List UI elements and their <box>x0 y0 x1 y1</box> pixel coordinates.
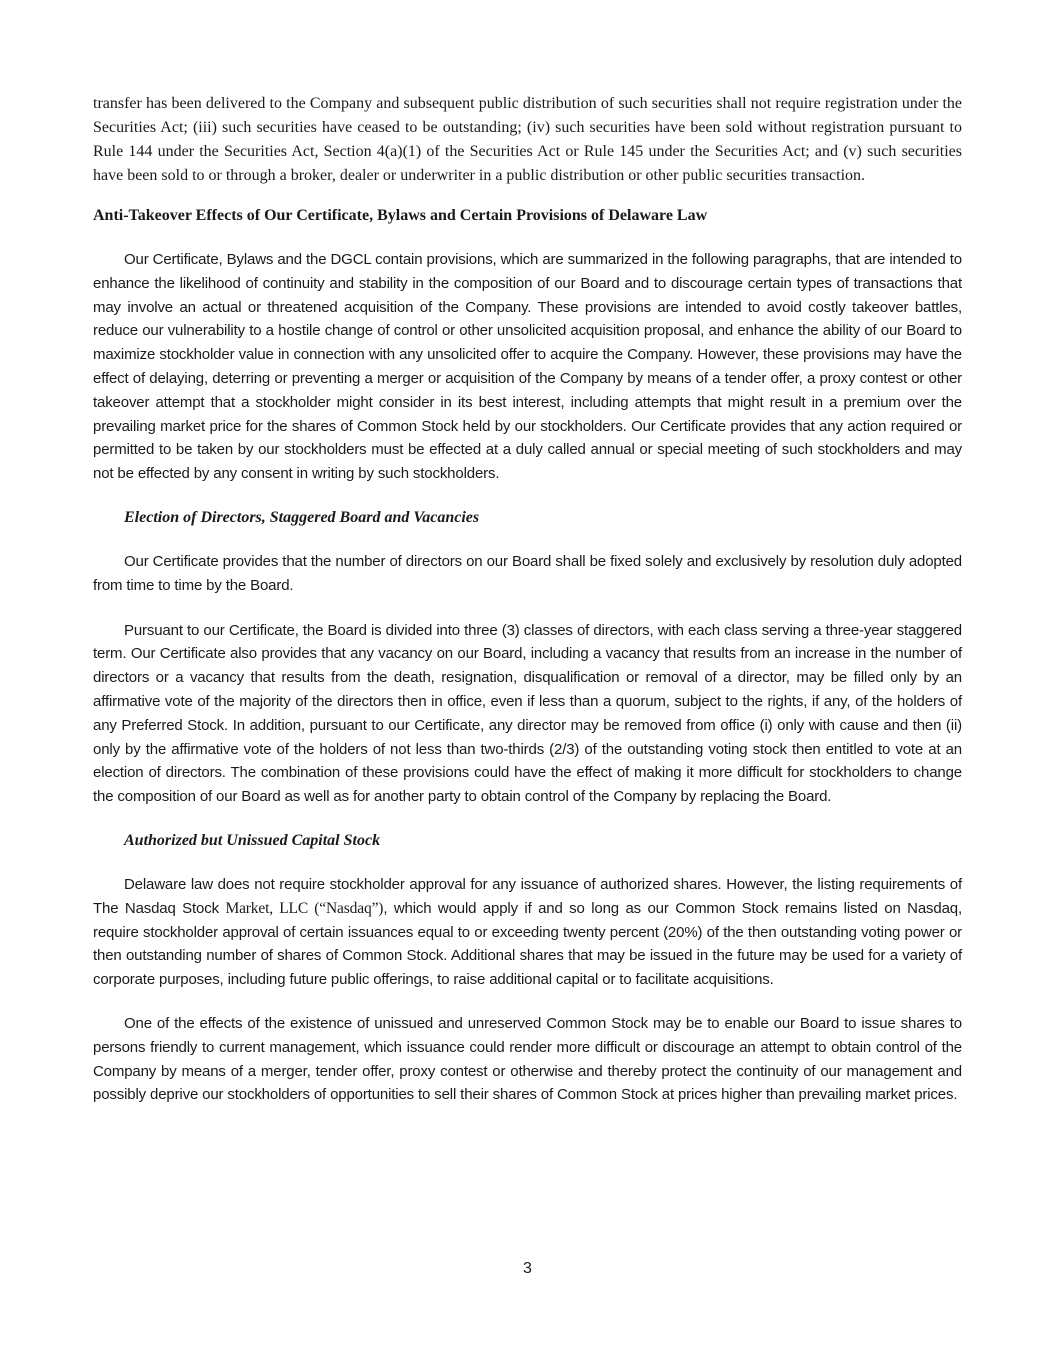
page-number: 3 <box>523 1260 532 1277</box>
document-page <box>93 92 962 1107</box>
nasdaq-name: Market, LLC (“Nasdaq”) <box>225 899 384 917</box>
authorized-heading: Authorized but Unissued Capital Stock <box>124 831 381 849</box>
anti-takeover-paragraph: Our Certificate, Bylaws and the DGCL contain provisions, which are summarized in the following paragraphs, that are intended to enhance the likelihood of continuity and stability in the composition of our Board and to discourage certain types of transactions that may involve an actual or threatened acquisition of the Company. These provisions are intended to avoid costly takeover battles, reduce our vulnerability to a hostile change of control or other unsolicited acquisition proposal, and enhance the ability of our Board to maximize stockholder value in connection with any unsolicited offer to acquire the Company. However, these provisions may have the effect of delaying, deterring or preventing a merger or acquisition of the Company by means of a tender offer, a proxy contest or other takeover attempt that a stockholder might consider in its best interest, including attempts that might result in a premium over the prevailing market price for the shares of Common Stock held by our stockholders. Our Certificate provides that any action required or permitted to be taken by our stockholders must be effected at a duly called annual or special meeting of such stockholders and may not be effected by any consent in writing by such stockholders. <box>93 251 962 483</box>
authorized-paragraph-2: One of the effects of the existence of unissued and unreserved Common Stock may be to enable our Board to issue shares to persons friendly to current management, which issuance could render more difficult or discourage an attempt to obtain control of the Company by means of a merger, tender offer, proxy contest or otherwise and thereby protect the continuity of our management and possibly deprive our stockholders of opportunities to sell their shares of Common Stock at prices higher than prevailing market prices. <box>93 1014 962 1104</box>
authorized-paragraph-1-part-a: Delaware law does not require stockholder approval for any issuance of authorized shares. However, the listing requirements of The Nasdaq Stock <box>93 875 962 917</box>
election-paragraph-2: Pursuant to our Certificate, the Board is divided into three (3) classes of directors, with each class serving a three-year staggered term. Our Certificate also provides that any vacancy on our Board, including a vacancy that results from an increase in the number of directors or a vacancy that results from the death, resignation, disqualification or removal of a director, may be filled only by an affirmative vote of the majority of the directors then in office, even if less than a quorum, subject to the rights, if any, of the holders of any Preferred Stock. In addition, pursuant to our Certificate, any director may be removed from office (i) only with cause and then (ii) only by the affirmative vote of the holders of not less than two-thirds (2/3) of the outstanding voting stock then entitled to vote at an election of directors. The combination of these provisions could have the effect of making it more difficult for stockholders to change the composition of our Board as well as for another party to obtain control of the Company by replacing the Board. <box>93 621 962 806</box>
election-paragraph-1: Our Certificate provides that the number of directors on our Board shall be fixed solely and exclusively by resolution duly adopted from time to time by the Board. <box>93 552 962 594</box>
authorized-paragraph-1 <box>93 873 962 992</box>
election-heading: Election of Directors, Staggered Board and Vacancies <box>124 508 480 526</box>
intro-paragraph: transfer has been delivered to the Company and subsequent public distribution of such securities shall not require registration under the Securities Act; (iii) such securities have ceased to be outstanding; (iv) such securities have been sold without registration pursuant to Rule 144 under the Securities Act, Section 4(a)(1) of the Securities Act or Rule 145 under the Securities Act; and (v) such securities have been sold to or through a broker, dealer or underwriter in a public distribution or other public securities transaction. <box>93 95 962 184</box>
authorized-paragraph-1-part-c: , which would apply if and so long as our Common Stock remains listed on Nasdaq, require stockholder approval of certain issuances equal to or exceeding twenty percent (20%) of the then outstanding voting power or then outstanding number of shares of Common Stock. Additional shares that may be issued in the future may be used for a variety of corporate purposes, including future public offerings, to raise additional capital or to facilitate acquisitions. <box>93 899 962 989</box>
anti-takeover-heading: Anti-Takeover Effects of Our Certificate, Bylaws and Certain Provisions of Delaware Law <box>93 207 708 224</box>
